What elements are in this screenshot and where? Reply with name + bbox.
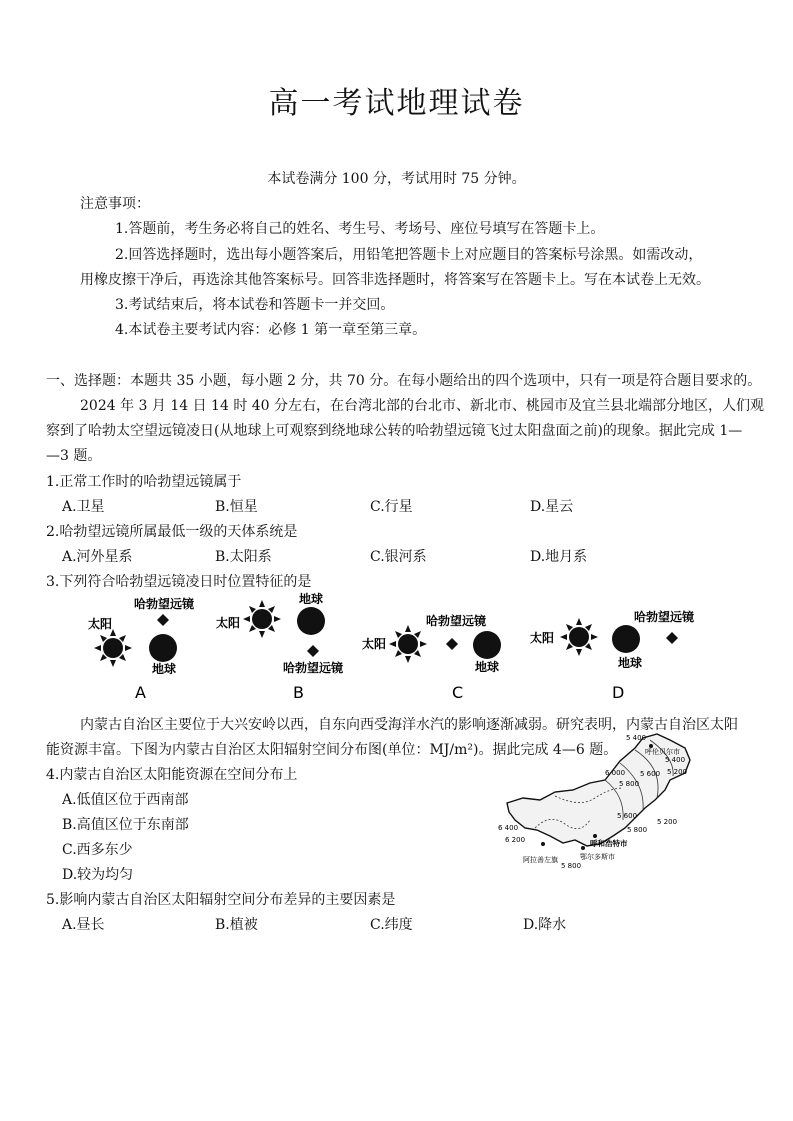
sun-icon bbox=[94, 629, 132, 667]
isoline-value: 5 600 bbox=[640, 770, 661, 778]
sun-label: 太阳 bbox=[530, 631, 555, 645]
hubble-label: 哈勃望远镜 bbox=[426, 614, 487, 628]
isoline-value: 5 800 bbox=[619, 780, 640, 788]
option-a: A.昼长 bbox=[62, 917, 105, 933]
question-stem: 5.影响内蒙古自治区太阳辐射空间分布差异的主要因素是 bbox=[46, 892, 396, 908]
hubble-icon bbox=[666, 632, 678, 644]
earth-icon bbox=[612, 625, 640, 653]
question-stem: 1.正常工作时的哈勃望远镜属于 bbox=[46, 474, 242, 490]
diagram-option-a bbox=[88, 596, 194, 702]
page-title: 高一考试地理试卷 bbox=[268, 86, 525, 121]
option-a: A.河外星系 bbox=[62, 549, 133, 565]
transit-diagram bbox=[70, 592, 710, 704]
earth-icon bbox=[149, 634, 177, 662]
option-c: C.纬度 bbox=[370, 917, 413, 933]
earth-label: 地球 bbox=[475, 660, 500, 674]
hubble-label: 哈勃望远镜 bbox=[283, 661, 344, 675]
solar-radiation-map bbox=[495, 728, 720, 870]
passage-line: 2024 年 3 月 14 日 14 时 40 分左右，在台湾北部的台北市、新北市、桃园市及宜兰县北端部分地区，人们观 bbox=[80, 398, 765, 414]
option-b: B.太阳系 bbox=[215, 549, 272, 565]
notice-item: 用橡皮擦干净后，再选涂其他答案标号。回答非选择题时，将答案写在答题卡上。写在本试卷上无效。 bbox=[80, 272, 710, 288]
sun-label: 太阳 bbox=[216, 616, 241, 630]
earth-icon bbox=[473, 631, 501, 659]
passage-line: 察到了哈勃太空望远镜凌日(从地球上可观察到绕地球公转的哈勃望远镜飞过太阳盘面之前)的现象。据此完成 1— bbox=[46, 423, 743, 439]
passage-line: 能资源丰富。下图为内蒙古自治区太阳辐射空间分布图(单位：MJ/m²)。据此完成 4—6 题。 bbox=[46, 742, 618, 758]
city-marker bbox=[541, 842, 545, 846]
option-c: C.银河系 bbox=[370, 549, 427, 565]
hubble-icon bbox=[446, 638, 458, 650]
city-label: 呼和浩特市 bbox=[590, 839, 628, 848]
sun-label: 太阳 bbox=[362, 637, 387, 651]
hubble-label: 哈勃望远镜 bbox=[134, 597, 195, 611]
isoline-value: 6 200 bbox=[505, 836, 526, 844]
hubble-icon bbox=[157, 614, 169, 626]
isoline-value: 5 200 bbox=[667, 768, 688, 776]
diagram-option-c bbox=[362, 613, 501, 702]
diagram-label: B bbox=[293, 683, 304, 702]
option-c: C.行星 bbox=[370, 499, 413, 515]
sun-label: 太阳 bbox=[88, 617, 113, 631]
isoline-value: 5 200 bbox=[657, 818, 678, 826]
city-marker bbox=[593, 834, 597, 838]
notice-item: 2.回答选择题时，选出每小题答案后，用铅笔把答题卡上对应题目的答案标号涂黑。如需改动， bbox=[115, 247, 703, 263]
sun-icon bbox=[560, 618, 598, 656]
isoline-value: 5 400 bbox=[626, 734, 647, 742]
option-d: D.地月系 bbox=[530, 549, 588, 565]
question-stem: 2.哈勃望远镜所属最低一级的天体系统是 bbox=[46, 524, 298, 540]
earth-label: 地球 bbox=[152, 662, 177, 676]
notice-item: 1.答题前，考生务必将自己的姓名、考生号、考场号、座位号填写在答题卡上。 bbox=[115, 221, 605, 237]
diagram-option-d bbox=[530, 609, 694, 702]
earth-label: 地球 bbox=[618, 656, 643, 670]
diagram-label: A bbox=[135, 683, 146, 702]
isoline-value: 6 400 bbox=[498, 824, 519, 832]
sun-icon bbox=[389, 625, 427, 663]
city-label: 鄂尔多斯市 bbox=[580, 853, 615, 861]
earth-label: 地球 bbox=[299, 592, 324, 606]
passage-line: —3 题。 bbox=[46, 448, 102, 464]
option-c: C.西多东少 bbox=[62, 842, 133, 858]
isoline-value: 6 000 bbox=[605, 769, 626, 777]
isoline-value: 5 400 bbox=[665, 756, 686, 764]
option-d: D.降水 bbox=[523, 917, 567, 933]
city-marker bbox=[581, 846, 585, 850]
sun-icon bbox=[243, 600, 281, 638]
diagram-label: D bbox=[612, 683, 625, 702]
exam-intro: 本试卷满分 100 分，考试用时 75 分钟。 bbox=[267, 171, 526, 187]
option-d: D.较为均匀 bbox=[62, 867, 134, 883]
notice-heading: 注意事项： bbox=[80, 196, 150, 212]
option-b: B.高值区位于东南部 bbox=[62, 817, 189, 833]
notice-item: 3.考试结束后，将本试卷和答题卡一并交回。 bbox=[115, 297, 395, 313]
earth-icon bbox=[297, 607, 325, 635]
option-b: B.植被 bbox=[215, 917, 258, 933]
diagram-label: C bbox=[452, 683, 464, 702]
isoline-value: 5 800 bbox=[627, 826, 648, 834]
question-stem: 4.内蒙古自治区太阳能资源在空间分布上 bbox=[46, 767, 298, 783]
option-a: A.卫星 bbox=[62, 499, 105, 515]
diagram-option-b bbox=[216, 592, 343, 702]
option-b: B.恒星 bbox=[215, 499, 258, 515]
isoline-value: 5 600 bbox=[617, 812, 638, 820]
question-stem: 3.下列符合哈勃望远镜凌日时位置特征的是 bbox=[46, 574, 312, 590]
option-a: A.低值区位于西南部 bbox=[62, 792, 189, 808]
passage-line: 内蒙古自治区主要位于大兴安岭以西，自东向西受海洋水汽的影响逐渐减弱。研究表明，内蒙古自治区太阳 bbox=[80, 717, 738, 733]
hubble-label: 哈勃望远镜 bbox=[634, 610, 695, 624]
option-d: D.星云 bbox=[530, 499, 574, 515]
city-label: 呼伦贝尔市 bbox=[645, 748, 680, 756]
section-heading: 一、选择题：本题共 35 小题，每小题 2 分，共 70 分。在每小题给出的四个选项中，只有一项是符合题目要求的。 bbox=[46, 373, 762, 389]
hubble-icon bbox=[307, 645, 319, 657]
city-label: 阿拉善左旗 bbox=[523, 856, 558, 864]
isoline-value: 5 800 bbox=[561, 862, 582, 870]
notice-item: 4.本试卷主要考试内容：必修 1 第一章至第三章。 bbox=[115, 322, 427, 338]
